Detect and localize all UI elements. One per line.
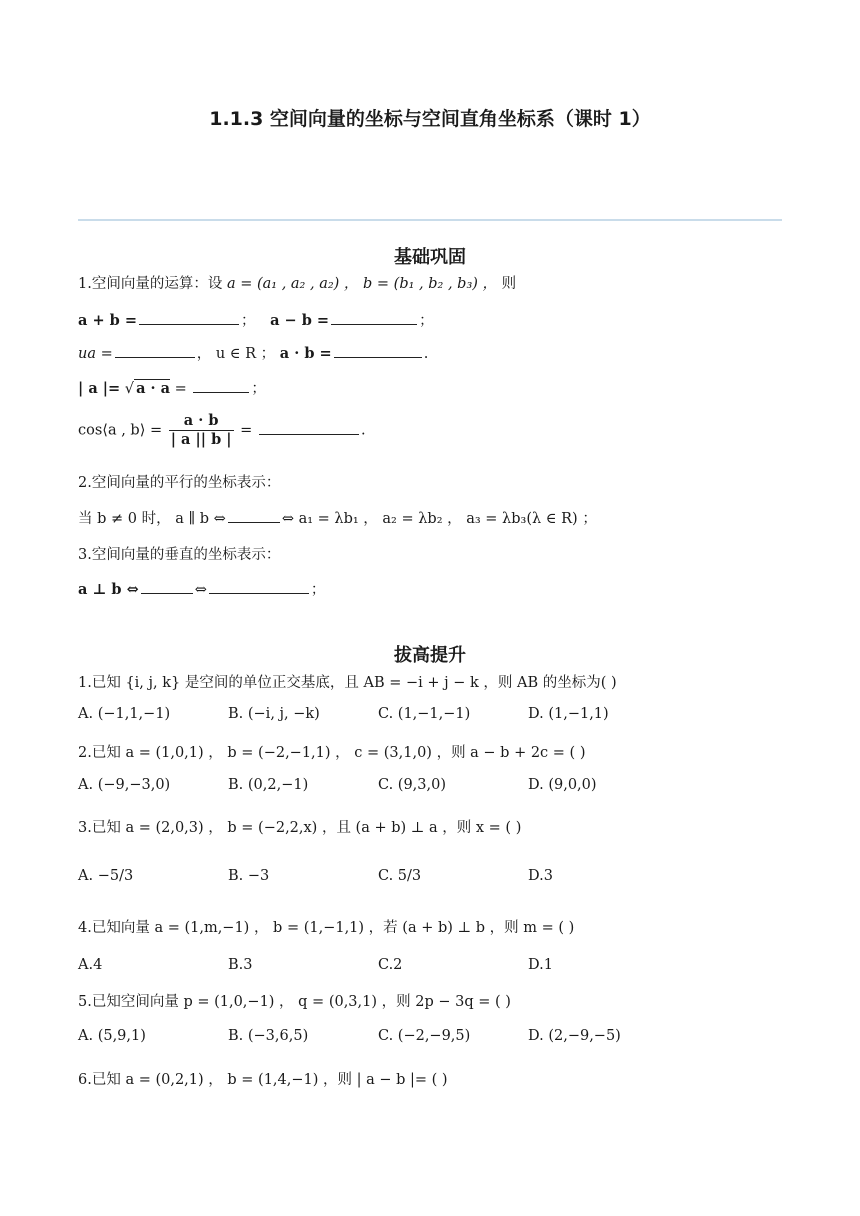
- q1-option-c: C. (1,−1,−1): [378, 706, 471, 722]
- cos-fraction: [169, 412, 234, 449]
- q2-option-c: C. (9,3,0): [378, 777, 447, 793]
- q3-option-d: D.3: [528, 868, 553, 884]
- q3-option-c: C. 5/3: [378, 868, 422, 884]
- parallel-line: [78, 507, 597, 528]
- item1-vector-b: b = (b₁ , b₂ , b₃) ，: [363, 276, 498, 292]
- perp-line: a ⊥ b ⇔ ⇔ ；: [78, 581, 326, 598]
- perp-blank-2: [209, 579, 309, 594]
- question-4-stem: 4.已知向量 a = (1,m,−1) ， b = (1,−1,1) ，若 (a + b) ⊥ b ，则 m = ( ): [78, 920, 575, 936]
- q4-option-b: B.3: [228, 957, 253, 973]
- q2-option-b: B. (0,2,−1): [228, 777, 309, 793]
- q5-option-c: C. (−2,−9,5): [378, 1028, 471, 1044]
- sum-blank: [139, 310, 239, 325]
- perp-pre: a ⊥ b ⇔: [78, 581, 139, 598]
- q2-option-a: A. (−9,−3,0): [78, 777, 171, 793]
- scalar-dot-line: ua = ， u ∈ R ； a · b = .: [78, 345, 429, 362]
- item1-then: 则: [501, 276, 517, 292]
- sum-formula: a + b =: [78, 312, 137, 329]
- basic-item-2: 2.空间向量的平行的坐标表示：: [78, 475, 281, 491]
- parallel-blank: [228, 508, 280, 523]
- question-1-stem: 1.已知 {i, j, k} 是空间的单位正交基底，且 AB = −i + j − k ，则 AB 的坐标为( ): [78, 675, 617, 691]
- q1-option-b: B. (−i, j, −k): [228, 706, 320, 722]
- scalar-blank: [115, 343, 195, 358]
- dot-formula: a · b =: [279, 345, 332, 362]
- question-3-stem: 3.已知 a = (2,0,3) ， b = (−2,2,x) ，且 (a + b) ⊥ a ，则 x = ( ): [78, 820, 522, 836]
- cos-blank: [259, 420, 359, 435]
- title-divider: [78, 219, 782, 221]
- dot-blank: [334, 343, 422, 358]
- scalar-formula: ua =: [78, 346, 113, 362]
- diff-formula: a − b =: [270, 312, 330, 329]
- item1-vector-a: a = (a₁ , a₂ , a₂) ，: [226, 276, 359, 292]
- perp-blank-1: [141, 579, 193, 594]
- q2-option-d: D. (9,0,0): [528, 777, 597, 793]
- scalar-condition: ， u ∈ R ；: [196, 346, 276, 362]
- q4-option-a: A.4: [78, 957, 103, 973]
- norm-line: | a |= √ a · a = ；: [78, 380, 266, 397]
- q1-option-d: D. (1,−1,1): [528, 706, 609, 722]
- q3-option-b: B. −3: [228, 868, 270, 884]
- page-title: 1.1.3 空间向量的坐标与空间直角坐标系（课时 1）: [209, 108, 651, 130]
- question-2-stem: 2.已知 a = (1,0,1) ， b = (−2,−1,1) ， c = (3,1,0) ，则 a − b + 2c = ( ): [78, 745, 586, 761]
- norm-blank: [193, 378, 249, 393]
- perp-mid: ⇔: [194, 582, 207, 598]
- basic-item-1: [78, 272, 516, 293]
- q5-option-b: B. (−3,6,5): [228, 1028, 309, 1044]
- question-5-stem: 5.已知空间向量 p = (1,0,−1) ， q = (0,3,1) ，则 2p − 3q = ( ): [78, 994, 511, 1010]
- basic-item-3: 3.空间向量的垂直的坐标表示：: [78, 547, 281, 563]
- norm-sqrt-content: a · a: [136, 380, 170, 397]
- parallel-post: ⇔ a₁ = λb₁ ， a₂ = λb₂ ， a₃ = λb₃(λ ∈ R) ；: [281, 511, 597, 527]
- q3-option-a: A. −5/3: [78, 868, 134, 884]
- sum-diff-line: a + b = ； a − b = ；: [78, 312, 434, 329]
- q1-option-a: A. (−1,1,−1): [78, 706, 171, 722]
- item1-intro: 1.空间向量的运算：设: [78, 276, 223, 292]
- section-heading-advanced: 拔高提升: [394, 645, 466, 666]
- section-heading-basic: 基础巩固: [394, 247, 466, 268]
- parallel-pre: 当 b ≠ 0 时， a ∥ b ⇔: [78, 511, 226, 527]
- cos-line: cos⟨a , b⟩ = $\frac{a \cdot b}{| a || b |}$ = .: [78, 412, 366, 448]
- q5-option-a: A. (5,9,1): [78, 1028, 146, 1044]
- question-6-stem: 6.已知 a = (0,2,1) ， b = (1,4,−1) ，则 | a − b |= ( ): [78, 1072, 448, 1088]
- cos-formula: cos⟨a , b⟩ =: [78, 422, 163, 439]
- cos-numerator: a · b: [169, 412, 234, 431]
- cos-denominator: | a || b |: [170, 431, 232, 448]
- q4-option-d: D.1: [528, 957, 553, 973]
- diff-blank: [331, 310, 417, 325]
- norm-formula: | a |=: [78, 380, 121, 397]
- q4-option-c: C.2: [378, 957, 403, 973]
- q5-option-d: D. (2,−9,−5): [528, 1028, 621, 1044]
